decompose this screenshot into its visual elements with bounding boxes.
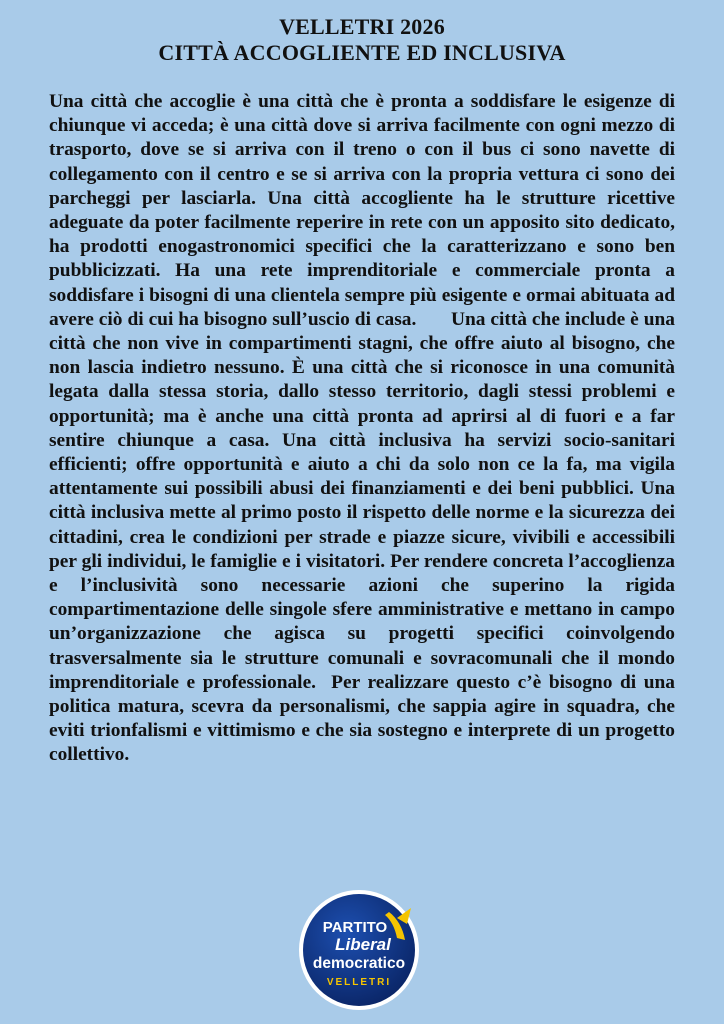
logo-text-velletri: VELLETRI xyxy=(326,977,392,988)
title-line-1: VELLETRI 2026 xyxy=(279,14,445,39)
party-logo xyxy=(289,888,429,1012)
logo-text-liberal: Liberal xyxy=(335,935,391,954)
logo-text-partito: PARTITO xyxy=(322,919,388,936)
document-title xyxy=(0,14,724,66)
body-paragraph: Una città che accoglie è una città che è pronta a soddisfare le esigenze di chiunque vi acceda; è una città dove si arriva facilmente con ogni mezzo di trasporto, dove se si arriva con il treno o con il bus ci sono navette di collegamento con il centro e se si arriva con la propria vettura ci sono dei parcheggi per lasciarla. Una città accogliente ha le strutture ricettive adeguate da poter facilmente reperire in rete con un apposito sito dedicato, ha prodotti enogastronomici specifici che la caratterizzano e sono ben pubblicizzati. Ha una rete imprenditoriale e commerciale pronta a soddisfare i bisogni di una clientela sempre più esigente e ormai abituata ad avere ciò di cui ha bisogno sull’uscio di casa. Una città che include è una città che non vive in compartimenti stagni, che offre aiuto al bisogno, che non lascia indietro nessuno. È una città che si riconosce in una comunità legata dalla stessa storia, dallo stesso territorio, dagli stessi problemi e opportunità; ma è anche una città pronta ad aprirsi al di fuori e a far sentire chiunque a casa. Una città inclusiva ha servizi socio-sanitari efficienti; offre opportunità e aiuto a chi da solo non ce la fa, ma vigila attentamente sui possibili abusi dei finanziamenti e dei beni pubblici. Una città inclusiva mette al primo posto il rispetto delle norme e la sicurezza dei cittadini, crea le condizioni per strade e piazze sicure, vivibili e accessibili per gli individui, le famiglie e i visitatori. Per rendere concreta l’accoglienza e l’inclusività sono necessarie azioni che superino la rigida compartimentazione delle singole sfere amministrative e mettano in campo un’organizzazione che agisca su progetti specifici coinvolgendo trasversalmente sia le strutture comunali e sovracomunali che il mondo imprenditoriale e professionale. Per realizzare questo c’è bisogno di una politica matura, scevra da personalismi, che sappia agire in squadra, che eviti trionfalismi e vittimismo e che sia sostegno e interprete di un progetto collettivo. xyxy=(49,91,680,766)
title-line-2: CITTÀ ACCOGLIENTE ED INCLUSIVA xyxy=(158,40,566,65)
party-logo-graphic xyxy=(289,888,429,1012)
logo-text-democratico: democratico xyxy=(312,955,406,972)
